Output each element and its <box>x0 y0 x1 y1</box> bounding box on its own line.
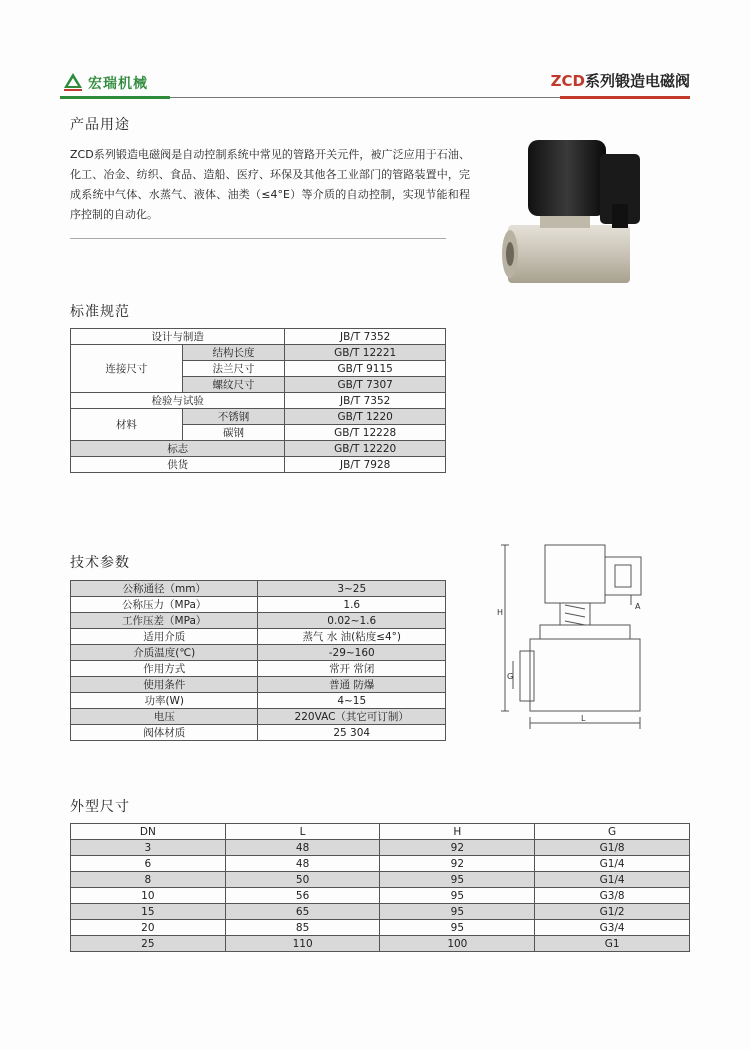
std-label: 供货 <box>71 457 285 473</box>
table-row <box>71 904 690 920</box>
param-label: 介质温度(℃) <box>71 645 258 661</box>
table-row <box>71 872 690 888</box>
param-value: 1.6 <box>258 597 446 613</box>
table-row <box>71 597 446 613</box>
table-cell: 3 <box>71 840 226 856</box>
std-value: GB/T 7307 <box>285 377 446 393</box>
table-row <box>71 677 446 693</box>
param-value: 220VAC（其它可订制） <box>258 709 446 725</box>
param-label: 适用介质 <box>71 629 258 645</box>
table-row <box>71 725 446 741</box>
table-row <box>71 840 690 856</box>
dimensions-section-title: 外型尺寸 <box>70 799 130 815</box>
table-cell: 100 <box>380 936 535 952</box>
std-label: 标志 <box>71 441 285 457</box>
table-cell: 20 <box>71 920 226 936</box>
usage-divider <box>70 238 446 239</box>
usage-section-title: 产品用途 <box>70 117 130 133</box>
table-cell: 8 <box>71 872 226 888</box>
table-cell: 50 <box>225 872 380 888</box>
document-title <box>551 70 690 91</box>
table-cell: G3/4 <box>535 920 690 936</box>
table-cell: 92 <box>380 840 535 856</box>
title-series-code: ZCD <box>550 72 585 90</box>
std-label: 法兰尺寸 <box>182 361 285 377</box>
std-label: 碳钢 <box>182 425 285 441</box>
tech-params-table <box>70 580 446 741</box>
param-value: 常开 常闭 <box>258 661 446 677</box>
drawing-label-h: H <box>497 608 504 617</box>
table-row <box>71 856 690 872</box>
table-cell: G3/8 <box>535 888 690 904</box>
param-value: 普通 防爆 <box>258 677 446 693</box>
std-value: JB/T 7928 <box>285 457 446 473</box>
table-row <box>71 629 446 645</box>
drawing-label-l: L <box>581 714 586 723</box>
table-cell: 48 <box>225 840 380 856</box>
table-row <box>71 888 690 904</box>
table-cell: 95 <box>380 872 535 888</box>
std-group: 连接尺寸 <box>71 345 183 393</box>
param-value: 25 304 <box>258 725 446 741</box>
std-label: 螺纹尺寸 <box>182 377 285 393</box>
std-group: 材料 <box>71 409 183 441</box>
table-cell: 15 <box>71 904 226 920</box>
header-accent-left <box>60 96 170 99</box>
table-cell: G1 <box>535 936 690 952</box>
dimensions-table <box>70 823 690 952</box>
tech-section-title: 技术参数 <box>70 555 130 571</box>
logo-icon <box>62 71 84 93</box>
table-row <box>71 457 446 473</box>
table-cell: 6 <box>71 856 226 872</box>
param-value: 蒸气 水 油(粘度≤4°) <box>258 629 446 645</box>
column-header: L <box>225 824 380 840</box>
usage-paragraph: ZCD系列锻造电磁阀是自动控制系统中常见的管路开关元件，被广泛应用于石油、化工、冶金、纺织、食品、造船、医疗、环保及其他各工业部门的管路装置中，完成系统中气体、水蒸气、液体、油类（≤4°E）等介质的自动控制，实现节能和程序控制的自动化。 <box>70 148 470 221</box>
column-header: H <box>380 824 535 840</box>
brand-name: 宏瑞机械 <box>88 76 148 92</box>
std-label: 设计与制造 <box>71 329 285 345</box>
table-cell: G1/2 <box>535 904 690 920</box>
param-label: 作用方式 <box>71 661 258 677</box>
column-header: DN <box>71 824 226 840</box>
table-row <box>71 329 446 345</box>
table-row <box>71 613 446 629</box>
std-value: JB/T 7352 <box>285 329 446 345</box>
table-cell: 95 <box>380 888 535 904</box>
table-row <box>71 441 446 457</box>
table-row <box>71 920 690 936</box>
param-label: 功率(W) <box>71 693 258 709</box>
table-cell: 56 <box>225 888 380 904</box>
table-cell: G1/4 <box>535 856 690 872</box>
param-value: -29~160 <box>258 645 446 661</box>
table-cell: 65 <box>225 904 380 920</box>
table-cell: G1/4 <box>535 872 690 888</box>
std-value: GB/T 12220 <box>285 441 446 457</box>
dimension-drawing <box>495 535 685 745</box>
table-row <box>71 409 446 425</box>
std-label: 结构长度 <box>182 345 285 361</box>
company-logo <box>62 70 172 96</box>
table-cell: 110 <box>225 936 380 952</box>
std-value: GB/T 1220 <box>285 409 446 425</box>
std-value: GB/T 9115 <box>285 361 446 377</box>
table-cell: 95 <box>380 920 535 936</box>
table-row <box>71 345 446 361</box>
drawing-label-g: G <box>507 672 514 681</box>
table-cell: 95 <box>380 904 535 920</box>
std-value: JB/T 7352 <box>285 393 446 409</box>
title-series-name: 系列锻造电磁阀 <box>584 72 690 90</box>
table-row <box>71 936 690 952</box>
drawing-label-a: A <box>635 602 641 611</box>
table-row <box>71 393 446 409</box>
param-label: 使用条件 <box>71 677 258 693</box>
param-value: 3~25 <box>258 581 446 597</box>
table-row <box>71 645 446 661</box>
standards-section-title: 标准规范 <box>70 304 130 320</box>
table-cell: G1/8 <box>535 840 690 856</box>
table-cell: 10 <box>71 888 226 904</box>
param-label: 电压 <box>71 709 258 725</box>
std-label: 检验与试验 <box>71 393 285 409</box>
table-header-row <box>71 824 690 840</box>
std-value: GB/T 12228 <box>285 425 446 441</box>
param-value: 4~15 <box>258 693 446 709</box>
param-label: 公称压力（MPa） <box>71 597 258 613</box>
param-label: 公称通径（mm） <box>71 581 258 597</box>
column-header: G <box>535 824 690 840</box>
table-cell: 48 <box>225 856 380 872</box>
table-row <box>71 709 446 725</box>
table-row <box>71 693 446 709</box>
standards-table <box>70 328 446 473</box>
std-label: 不锈钢 <box>182 409 285 425</box>
param-value: 0.02~1.6 <box>258 613 446 629</box>
table-cell: 85 <box>225 920 380 936</box>
table-row <box>71 581 446 597</box>
product-photo <box>500 130 680 290</box>
table-row <box>71 661 446 677</box>
table-cell: 25 <box>71 936 226 952</box>
std-value: GB/T 12221 <box>285 345 446 361</box>
param-label: 工作压差（MPa） <box>71 613 258 629</box>
table-cell: 92 <box>380 856 535 872</box>
param-label: 阀体材质 <box>71 725 258 741</box>
header-accent-right <box>560 96 690 99</box>
